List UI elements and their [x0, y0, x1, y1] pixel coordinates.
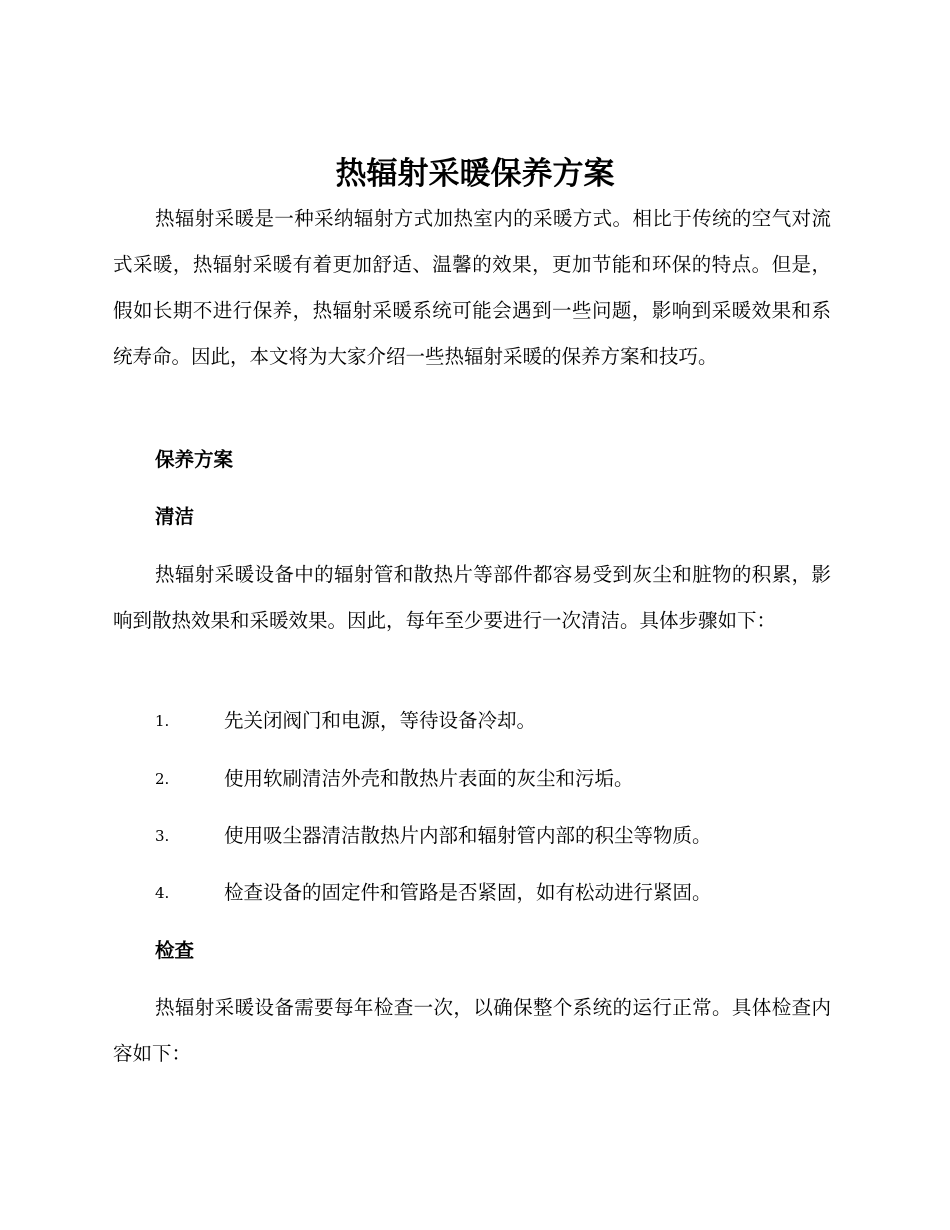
list-item-number: 4. — [155, 884, 170, 902]
list-item-text: 先关闭阀门和电源，等待设备冷却。 — [224, 709, 537, 732]
list-item-number: 2. — [155, 770, 170, 788]
section-heading-maintenance-plan: 保养方案 — [155, 448, 234, 471]
list-item — [155, 764, 835, 794]
inspection-paragraph: 热辐射采暖设备需要每年检查一次，以确保整个系统的运行正常。具体检查内容如下： — [113, 996, 831, 1065]
list-item-text: 检查设备的固定件和管路是否紧固，如有松动进行紧固。 — [224, 881, 712, 904]
document-title: 热辐射采暖保养方案 — [335, 156, 615, 192]
cleaning-paragraph: 热辐射采暖设备中的辐射管和散热片等部件都容易受到灰尘和脏物的积累，影响到散热效果和采暖效果。因此，每年至少要进行一次清洁。具体步骤如下： — [113, 563, 831, 632]
intro-paragraph: 热辐射采暖是一种采纳辐射方式加热室内的采暖方式。相比于传统的空气对流式采暖，热辐射采暖有着更加舒适、温馨的效果，更加节能和环保的特点。但是，假如长期不进行保养，热辐射采暖系统可能会遇到一些问题，影响到采暖效果和系统寿命。因此，本文将为大家介绍一些热辐射采暖的保养方案和技巧。 — [113, 207, 831, 368]
list-item-number: 3. — [155, 827, 170, 845]
list-item — [155, 706, 835, 736]
list-item-number: 1. — [155, 712, 170, 730]
subheading-inspection: 检查 — [155, 939, 195, 962]
subheading-cleaning: 清洁 — [155, 505, 195, 528]
list-item-text: 使用软刷清洁外壳和散热片表面的灰尘和污垢。 — [224, 767, 634, 790]
list-item — [155, 821, 835, 851]
list-item-text: 使用吸尘器清洁散热片内部和辐射管内部的积尘等物质。 — [224, 824, 712, 847]
list-item — [155, 878, 835, 908]
